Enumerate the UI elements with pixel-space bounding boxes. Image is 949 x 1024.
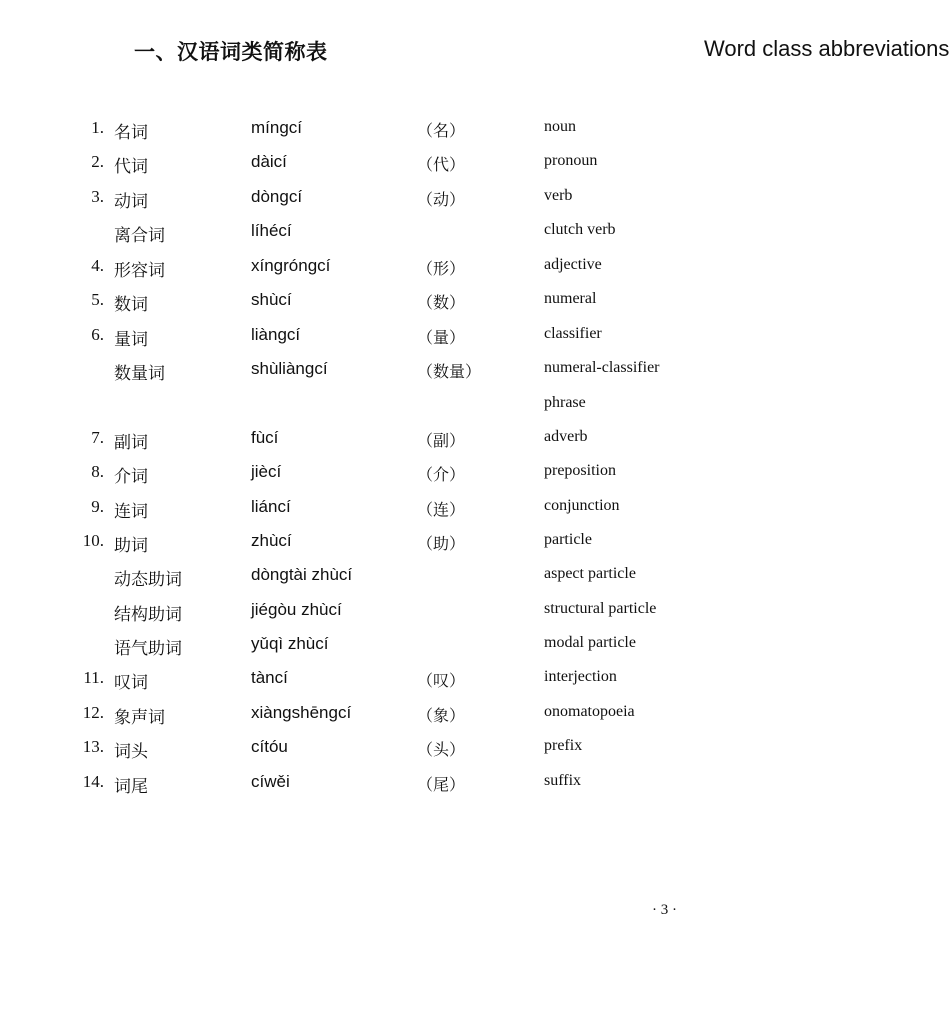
word-class-abbreviation: （连） bbox=[417, 500, 466, 519]
table-row bbox=[0, 359, 768, 411]
row-number: 5. bbox=[91, 290, 104, 309]
word-class-pinyin: jiégòu zhùcí bbox=[251, 600, 342, 619]
word-class-english: prefix bbox=[544, 737, 583, 754]
word-class-english: pronoun bbox=[544, 152, 598, 169]
word-class-pinyin: zhùcí bbox=[251, 531, 292, 550]
word-class-pinyin: xíngróngcí bbox=[251, 256, 331, 275]
word-class-abbreviation: （助） bbox=[417, 534, 466, 553]
row-number: 3. bbox=[91, 187, 104, 206]
word-class-chinese: 助词 bbox=[114, 536, 148, 556]
word-class-pinyin: dòngcí bbox=[251, 187, 303, 206]
table-row bbox=[0, 737, 768, 771]
table-row bbox=[0, 325, 768, 359]
word-class-english: clutch verb bbox=[544, 221, 616, 238]
word-class-chinese: 数词 bbox=[114, 295, 148, 315]
word-class-pinyin: jiècí bbox=[251, 462, 282, 481]
word-class-abbreviation: （副） bbox=[417, 431, 466, 450]
word-class-english: numeral-classifier bbox=[544, 359, 660, 376]
word-class-abbreviation: （名） bbox=[417, 121, 466, 140]
word-class-chinese: 代词 bbox=[114, 157, 148, 177]
word-class-english: adjective bbox=[544, 256, 602, 273]
word-class-abbreviation: （形） bbox=[417, 259, 466, 278]
word-class-pinyin: liáncí bbox=[251, 497, 291, 516]
word-class-pinyin: shùcí bbox=[251, 290, 292, 309]
table-row bbox=[0, 118, 768, 152]
word-class-english: numeral bbox=[544, 290, 597, 307]
word-class-chinese: 象声词 bbox=[114, 708, 165, 728]
word-class-english: preposition bbox=[544, 462, 616, 479]
word-class-pinyin: dòngtài zhùcí bbox=[251, 565, 353, 584]
word-class-english: adverb bbox=[544, 428, 588, 445]
word-class-pinyin: shùliàngcí bbox=[251, 359, 328, 378]
word-class-abbreviation: （象） bbox=[417, 706, 466, 725]
word-class-english: conjunction bbox=[544, 497, 620, 514]
table-row bbox=[0, 772, 768, 806]
table-row bbox=[0, 497, 768, 531]
page-title bbox=[134, 36, 949, 66]
table-row bbox=[0, 634, 768, 668]
word-class-pinyin: líhécí bbox=[251, 221, 292, 240]
row-number: 4. bbox=[91, 256, 104, 275]
word-class-pinyin: dàicí bbox=[251, 152, 287, 171]
table-row bbox=[0, 290, 768, 324]
title-chinese: 一、汉语词类简称表 bbox=[134, 40, 328, 64]
page-number: · 3 · bbox=[652, 902, 677, 918]
word-class-chinese: 量词 bbox=[114, 330, 148, 350]
row-number: 9. bbox=[91, 497, 104, 516]
table-row bbox=[0, 462, 768, 496]
word-class-english: classifier bbox=[544, 325, 602, 342]
word-class-abbreviation: （叹） bbox=[417, 671, 466, 690]
word-class-chinese: 形容词 bbox=[114, 261, 165, 281]
word-class-english: modal particle bbox=[544, 634, 636, 651]
word-class-pinyin: míngcí bbox=[251, 118, 303, 137]
table-row bbox=[0, 668, 768, 702]
word-class-chinese: 词尾 bbox=[114, 777, 148, 797]
word-class-pinyin: liàngcí bbox=[251, 325, 301, 344]
row-number: 11. bbox=[83, 668, 104, 687]
table-row bbox=[0, 703, 768, 737]
table-row bbox=[0, 221, 768, 255]
row-number: 14. bbox=[82, 772, 104, 791]
word-class-chinese: 数量词 bbox=[114, 364, 165, 384]
word-class-english: particle bbox=[544, 531, 592, 548]
word-class-pinyin: tàncí bbox=[251, 668, 288, 687]
row-number: 10. bbox=[82, 531, 104, 550]
word-class-abbreviation: （介） bbox=[417, 465, 466, 484]
word-class-chinese: 离合词 bbox=[114, 226, 165, 246]
word-class-chinese: 副词 bbox=[114, 433, 148, 453]
title-english: Word class abbreviations bbox=[704, 36, 949, 61]
word-class-pinyin: xiàngshēngcí bbox=[251, 703, 352, 722]
word-class-english: noun bbox=[544, 118, 576, 135]
row-number: 8. bbox=[91, 462, 104, 481]
word-class-english: verb bbox=[544, 187, 573, 204]
table-row bbox=[0, 428, 768, 462]
table-row bbox=[0, 600, 768, 634]
row-number: 7. bbox=[91, 428, 104, 447]
word-class-chinese: 词头 bbox=[114, 742, 148, 762]
table-row bbox=[0, 531, 768, 565]
word-class-chinese: 叹词 bbox=[114, 673, 148, 693]
word-class-abbreviation: （数） bbox=[417, 293, 466, 312]
word-class-english-continued: phrase bbox=[544, 394, 586, 411]
word-class-english: aspect particle bbox=[544, 565, 636, 582]
word-class-english: interjection bbox=[544, 668, 617, 685]
row-number: 1. bbox=[91, 118, 104, 137]
word-class-pinyin: cítóu bbox=[251, 737, 288, 756]
row-number: 6. bbox=[91, 325, 104, 344]
word-class-english: structural particle bbox=[544, 600, 657, 617]
word-class-abbreviation: （量） bbox=[417, 328, 466, 347]
word-class-chinese: 结构助词 bbox=[114, 605, 182, 625]
word-class-english: onomatopoeia bbox=[544, 703, 635, 720]
table-row bbox=[0, 187, 768, 221]
word-class-abbreviation: （代） bbox=[417, 155, 466, 174]
row-number: 13. bbox=[82, 737, 104, 756]
table-row bbox=[0, 565, 768, 599]
word-class-abbreviation: （动） bbox=[417, 190, 466, 209]
word-class-chinese: 动词 bbox=[114, 192, 148, 212]
word-class-abbreviation: （尾） bbox=[417, 775, 466, 794]
row-number: 2. bbox=[91, 152, 104, 171]
word-class-chinese: 介词 bbox=[114, 467, 148, 487]
word-class-chinese: 名词 bbox=[114, 123, 148, 143]
word-class-abbreviation: （数量） bbox=[417, 362, 482, 381]
word-class-pinyin: fùcí bbox=[251, 428, 279, 447]
table-row bbox=[0, 256, 768, 290]
word-class-pinyin: cíwěi bbox=[251, 772, 290, 791]
word-class-chinese: 语气助词 bbox=[114, 639, 182, 659]
word-class-chinese: 连词 bbox=[114, 502, 148, 522]
word-class-english: suffix bbox=[544, 772, 582, 789]
row-number: 12. bbox=[82, 703, 104, 722]
table-row bbox=[0, 152, 768, 186]
word-class-abbreviation: （头） bbox=[417, 740, 466, 759]
word-class-chinese: 动态助词 bbox=[114, 570, 182, 590]
word-class-pinyin: yǔqì zhùcí bbox=[251, 634, 329, 653]
